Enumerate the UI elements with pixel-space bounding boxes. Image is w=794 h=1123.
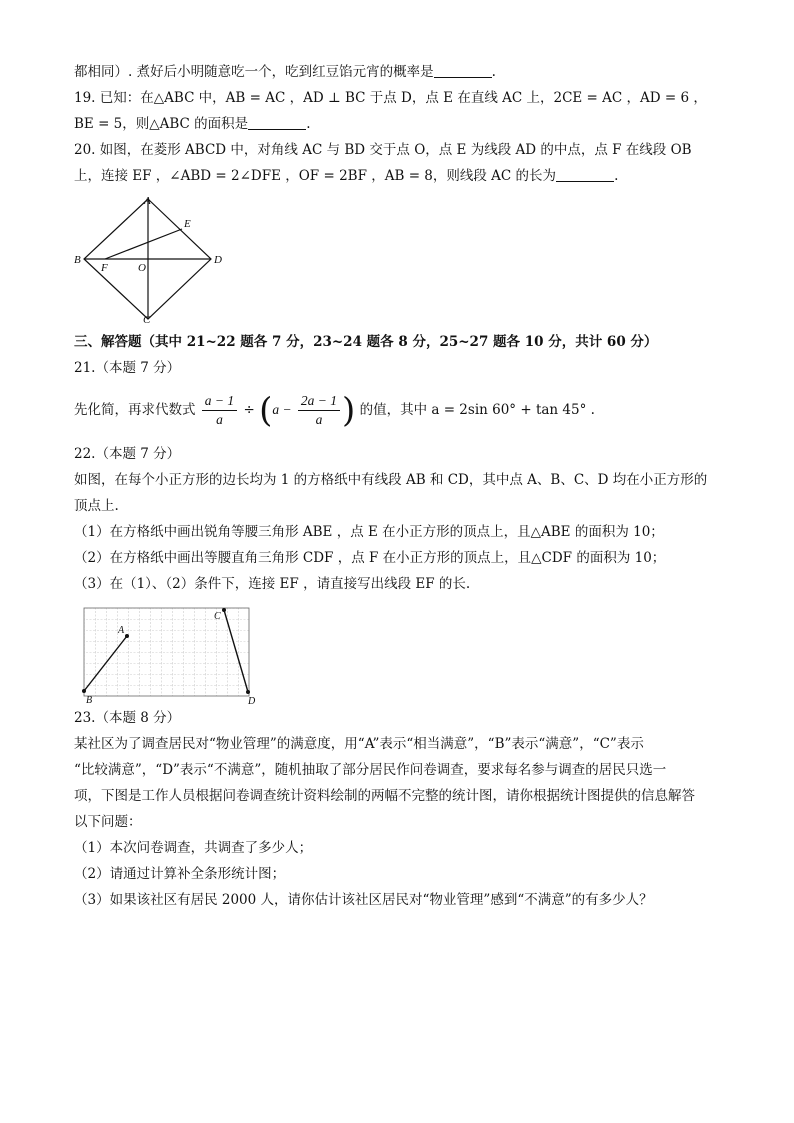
q23-item2: （2）请通过计算补全条形统计图； — [74, 866, 286, 882]
q21-suffix: 的值，其中 a = 2sin 60° + tan 45° . — [359, 402, 595, 418]
grid-figure — [78, 605, 724, 705]
q21-inner-a: a − — [272, 402, 292, 417]
label-f: F — [101, 262, 108, 274]
q22-line1: 如图，在每个小正方形的边长均为 1 的方格纸中有线段 AB 和 CD，其中点 A、B、C、D 均在小正方形的 — [74, 472, 708, 488]
q20-line1: 20. 如图，在菱形 ABCD 中，对角线 AC 与 BD 交于点 O，点 E 为线段 AD 的中点，点 F 在线段 OB — [74, 142, 692, 158]
label-o: O — [138, 262, 146, 274]
q21-prefix: 先化简，再求代数式 — [74, 402, 196, 418]
q21-expression — [74, 385, 724, 435]
rhombus-diagram — [74, 195, 244, 323]
point-c — [222, 608, 226, 612]
q23-item1: （1）本次问卷调查，共调查了多少人； — [74, 840, 313, 856]
q18-tail-text: 都相同）. 煮好后小明随意吃一个，吃到红豆馅元宵的概率是 — [74, 64, 434, 80]
grid-diagram — [78, 605, 258, 705]
q21-frac2-num: 2a − 1 — [298, 392, 340, 411]
q20-line2-text: 上，连接 EF ，∠ABD = 2∠DFE ，OF = 2BF ，AB = 8，则线段 AC 的长为 — [74, 168, 557, 184]
q21-frac1-den: a — [216, 412, 223, 427]
q20-line2: 上，连接 EF ，∠ABD = 2∠DFE ，OF = 2BF ，AB = 8，则线段 AC 的长为 . — [74, 163, 724, 189]
q21-frac2-den: a — [315, 412, 323, 427]
rhombus-figure — [74, 195, 724, 323]
label-d: D — [214, 254, 222, 266]
answer-blank — [556, 165, 614, 182]
grid-background — [84, 608, 249, 696]
grid-label-a: A — [118, 625, 125, 636]
q22-item2: （2）在方格纸中画出等腰直角三角形 CDF ，点 F 在小正方形的顶点上，且△CDF 的面积为 10； — [74, 550, 666, 566]
section3-title: 三、解答题（其中 21~22 题各 7 分，23~24 题各 8 分，25~27 题各 10 分，共计 60 分） — [74, 334, 658, 350]
grid-label-d: D — [248, 696, 256, 705]
label-b: B — [74, 254, 81, 266]
q22-item1: （1）在方格纸中画出锐角等腰三角形 ABE ，点 E 在小正方形的顶点上，且△ABE 的面积为 10； — [74, 524, 664, 540]
q23-line1: 某社区为了调查居民对“物业管理”的满意度，用“A”表示“相当满意”，“B”表示“满意”，“C”表示 — [74, 736, 644, 752]
q23-line4: 以下问题： — [74, 814, 142, 830]
exam-page — [74, 59, 724, 913]
point-a — [125, 634, 129, 638]
q23-line3: 项，下图是工作人员根据问卷调查统计资料绘制的两幅不完整的统计图，请你根据统计图提供的信息解答 — [74, 788, 695, 804]
label-e: E — [184, 218, 191, 230]
q22-item3: （3）在（1）、（2）条件下，连接 EF ，请直接写出线段 EF 的长. — [74, 576, 471, 592]
answer-blank — [248, 113, 306, 130]
grid-label-b: B — [86, 695, 93, 705]
point-d — [246, 690, 250, 694]
q19-line1: 19. 已知：在△ABC 中，AB = AC ，AD ⊥ BC 于点 D，点 E 在直线 AC 上，2CE = AC ，AD = 6 ， — [74, 90, 707, 106]
point-b — [82, 689, 86, 693]
q19-line2: BE = 5，则△ABC 的面积是 . — [74, 111, 724, 137]
answer-blank — [434, 61, 492, 78]
q21-header: 21.（本题 7 分） — [74, 360, 181, 376]
q23-item3: （3）如果该社区有居民 2000 人，请你估计该社区居民对“物业管理”感到“不满意”的有多少人？ — [74, 892, 653, 908]
label-a: A — [144, 195, 151, 207]
label-c: C — [143, 314, 151, 323]
q21-div-sign: ÷ — [243, 402, 255, 418]
grid-label-c: C — [214, 611, 221, 622]
q22-line2: 顶点上. — [74, 498, 119, 514]
q21-fraction-1 — [202, 392, 237, 429]
q23-header: 23.（本题 8 分） — [74, 710, 181, 726]
q21-fraction-2 — [298, 392, 340, 429]
segment-ef — [105, 229, 182, 259]
q19-line2-text: BE = 5，则△ABC 的面积是 — [74, 116, 249, 132]
left-paren: ( — [259, 390, 273, 431]
q21-frac1-num: a − 1 — [202, 392, 237, 411]
right-paren: ) — [342, 390, 356, 431]
q18-tail: 都相同）. 煮好后小明随意吃一个，吃到红豆馅元宵的概率是 . — [74, 59, 724, 85]
q23-line2: “比较满意”，“D”表示“不满意”，随机抽取了部分居民作问卷调查，要求每名参与调查的居民只选一 — [74, 762, 667, 778]
q22-header: 22.（本题 7 分） — [74, 446, 181, 462]
